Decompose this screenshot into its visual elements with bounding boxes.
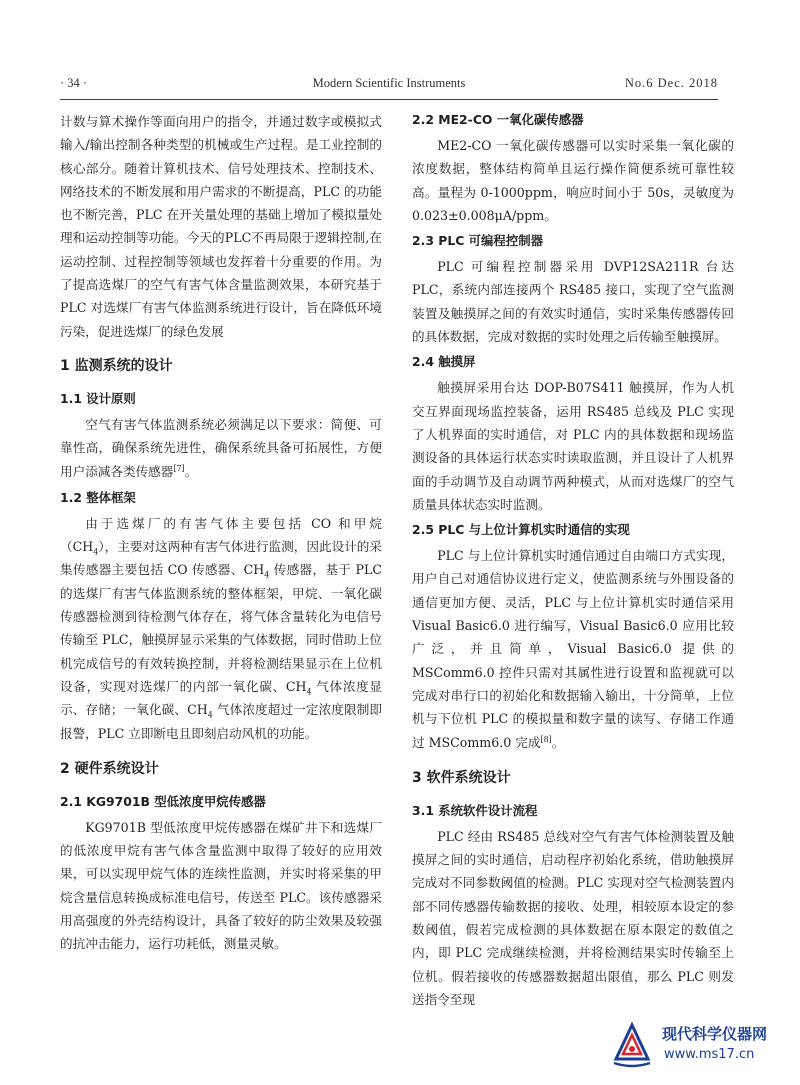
section-2-2-heading: 2.2 ME2-CO 一氧化碳传感器 (412, 112, 584, 127)
site-watermark (608, 1017, 786, 1073)
intro-paragraph: 计数与算术操作等面向用户的指令，并通过数字或模拟式输入/输出控制各种类型的机械或生产过程。是工业控制的核心部分。随着计算机技术、信号处理技术、控制技术、网络技术的不断发展和用户需求的不断提高，PLC 的功能也不断完善，PLC 在开关量处理的基础上增加了模拟量处理和运动控制等功能。今天的PLC不再局限于逻辑控制,在运动控制、过程控制等领域也发挥着十分重要的作用。为了提高选煤厂的空气有害气体含量监测效果，本研究基于 PLC 对选煤厂有害气体监测系统进行设计，旨在降低环境污染，促进选煤厂的绿色发展 (60, 114, 382, 339)
section-3-1-heading: 3.1 系统软件设计流程 (412, 802, 538, 818)
section-1-1-heading: 1.1 设计原则 (60, 390, 136, 406)
section-2-5-heading: 2.5 PLC 与上位计算机实时通信的实现 (412, 522, 630, 538)
right-column (412, 110, 734, 1011)
section-2-3-heading: 2.3 PLC 可编程控制器 (412, 233, 543, 249)
section-2-4-heading: 2.4 触摸屏 (412, 354, 476, 370)
section-2-2-paragraph: ME2-CO 一氧化碳传感器可以实时采集一氧化碳的浓度数据，整体结构简单且运行操作简便系统可靠性较高。量程为 0-1000ppm，响应时间小于 50s，灵敏度为 0.023±0.008μA/ppm。 (412, 138, 734, 223)
left-column (60, 110, 382, 956)
running-header (60, 76, 718, 98)
section-2-4-paragraph: 触摸屏采用台达 DOP-B07S411 触摸屏，作为人机交互界面现场监控装备，运用 RS485 总线及 PLC 实现了人机界面的实时通信，对 PLC 内的具体数据和现场监测设备的具体运行状态实时读取监测，并且设计了人机界面的手动调节及自动调节两种模式，从而对选煤厂的空气质量具体状态实时监测。 (412, 380, 734, 512)
section-3-heading: 3 软件系统设计 (412, 769, 511, 786)
section-1-1-paragraph: 空气有害气体监测系统必须满足以下要求：简便、可靠性高，确保系统先进性，确保系统具备可拓展性，方便用户添减各类传感器[7]。 (60, 416, 382, 479)
journal-title: Modern Scientific Instruments (312, 76, 466, 90)
watermark-url: www.ms17.cn (664, 1047, 755, 1062)
section-1-2-paragraph: 由于选煤厂的有害气体主要包括 CO 和甲烷$(CH_4)$，主要对这两种有害气体进行监测，因此设计的采集传感器主要包括 CO 传感器、$CH_4$ 传感器，基于 PLC 的选煤厂有害气体监测系统的整体框架，甲烷、一氧化碳传感器检测到待检测气体存在，将气体含量转化为电信号传输至 PLC，触摸屏显示采集的气体数据，同时借助上位机完成信号的有效转换控制，并将检测结果显示在上位机设备，实现对选煤厂的内部一氧化碳、$CH_4$ 气体浓度显示、存储；一氧化碳、$CH_4$ 气体浓度超过一定浓度限制即报警，PLC 立即断电且即刻启动风机的功能。 (60, 515, 382, 741)
section-2-5-paragraph: PLC 与上位计算机实时通信通过自由端口方式实现，用户自己对通信协议进行定义，使监测系统与外围设备的通信更加方便、灵活，PLC 与上位计算机实时通信采用 Visual Basic6.0 进行编写，Visual Basic6.0 应用比较广泛，并且简单，Visual Basic6.0 提供的 MSComm6.0 控件只需对其属性进行设置和监视就可以完成对串行口的初始化和数据输入输出，十分简单，上位机与下位机 PLC 的模拟量和数字量的读写、存储工作通过 MSComm6.0 完成[8]。 (412, 548, 734, 750)
watermark-title: 现代科学仪器网 (662, 1025, 768, 1043)
instrument-logo-icon (608, 1021, 656, 1069)
header-rule (60, 99, 718, 100)
page-number: · 34 · (60, 76, 88, 90)
citation-8: [8] (540, 734, 552, 744)
section-1-heading: 1 监测系统的设计 (60, 357, 173, 374)
section-2-1-heading: 2.1 KG9701B 型低浓度甲烷传感器 (60, 793, 266, 809)
section-2-heading: 2 硬件系统设计 (60, 760, 159, 777)
section-2-3-paragraph: PLC 可编程控制器采用 DVP12SA211R 台达 PLC，系统内部连接两个 RS485 接口，实现了空气监测装置及触摸屏之间的有效实时通信，实时采集传感器传回的具体数据，完成对数据的实时处理之后传输至触摸屏。 (412, 259, 734, 345)
section-1-2-heading: 1.2 整体框架 (60, 489, 136, 505)
issue-info: No.6 Dec. 2018 (624, 76, 718, 90)
section-2-1-paragraph: KG9701B 型低浓度甲烷传感器在煤矿井下和选煤厂的低浓度甲烷有害气体含量监测中取得了较好的应用效果，可以实现甲烷气体的连续性监测，并实时将采集的甲烷含量信息转换成标准电信号，传送至 PLC。该传感器采用高强度的外壳结构设计，具备了较好的防尘效果及较强的抗冲击能力，运行功耗低，测量灵敏。 (60, 819, 382, 952)
citation-7: [7] (173, 463, 185, 473)
section-3-1-paragraph: PLC 经由 RS485 总线对空气有害气体检测装置及触摸屏之间的实时通信，启动程序初始化系统，借助触摸屏完成对不同参数阈值的检测。PLC 实现对空气检测装置内部不同传感器传输数据的接收、处理，相较原本设定的参数阈值，假若完成检测的具体数据在原本限定的数值之内，即 PLC 完成继续检测，并将检测结果实时传输至上位机。假若接收的传感器数据超出限值，那么 PLC 则发送指令至现 (412, 828, 734, 1007)
